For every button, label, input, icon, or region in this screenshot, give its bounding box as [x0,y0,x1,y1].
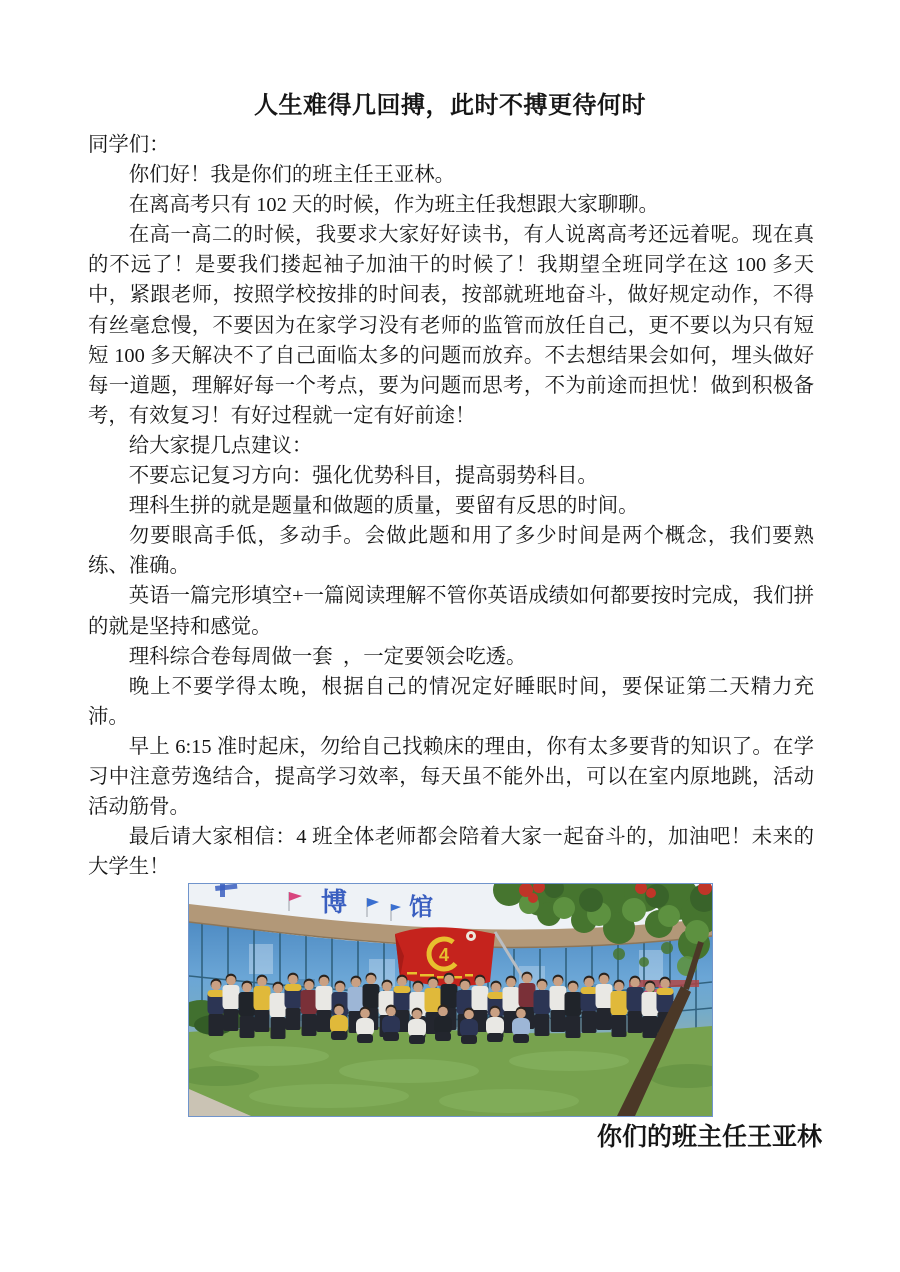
sign-char-bo: 博 [320,888,347,917]
paragraph-closing: 最后请大家相信：4 班全体老师都会陪着大家一起奋斗的，加油吧！未来的大学生！ [88,826,814,879]
paragraph-greeting: 你们好！我是你们的班主任王亚林。 [128,164,456,187]
paragraph-advice-6: 晚上不要学得太晚，根据自己的情况定好睡眠时间，要保证第二天精力充沛。 [88,675,814,728]
paragraph-advice-3: 勿要眼高手低，多动手。会做此题和用了多少时间是两个概念，我们要熟练、准确。 [88,525,814,578]
paragraph-advice-2: 理科生拼的就是题量和做题的质量，要留有反思的时间。 [128,495,639,518]
salutation: 同学们： [88,134,170,156]
paragraph-countdown: 在离高考只有 102 天的时候，作为班主任我想跟大家聊聊。 [128,194,659,217]
paragraph-main: 在高一高二的时候，我要求大家好好读书，有人说离高考还远着呢。现在真的不远了！是要我们搂起袖子加油干的时候了！我期望全班同学在这 100 多天中，紧跟老师，按照学校按排的时间表，按部就班地奋斗，做好规定动作，不得有丝毫怠慢，不要因为在家学习没有老师的监管而放任自己，更不要以为只有短短 100 多天解决不了自己面临太多的问题而放弃。不去想结果会如何，埋头做好每一道题，理解好每一个考点，要为问题而思考，不为前途而担忧！做到积极备考，有效复习！有好过程就一定有好前途！ [88,224,814,427]
letter-body [88,130,814,883]
paragraph-advice-4: 英语一篇完形填空+一篇阅读理解不管你英语成绩如何都要按时完成，我们拼的就是坚持和感觉。 [88,585,814,638]
signature: 你们的班主任王亚林 [596,1124,822,1151]
paragraph-advice-1: 不要忘记复习方向：强化优势科目，提高弱势科目。 [128,465,598,488]
sign-char-guan: 馆 [408,895,433,921]
flag-emblem-number: 4 [438,945,449,965]
paragraph-advice-head: 给大家提几点建议： [128,434,313,457]
paragraph-advice-7: 早上 6:15 准时起床，勿给自己找赖床的理由，你有太多要背的知识了。在学习中注意劳逸结合，提高学习效率，每天虽不能外出，可以在室内原地跳，活动活动筋骨。 [88,735,814,819]
class-photo [188,883,713,1117]
paragraph-advice-5: 理科综合卷每周做一套 ，一定要领会吃透。 [128,645,527,668]
page-title: 人生难得几回搏，此时不搏更待何时 [254,93,646,119]
